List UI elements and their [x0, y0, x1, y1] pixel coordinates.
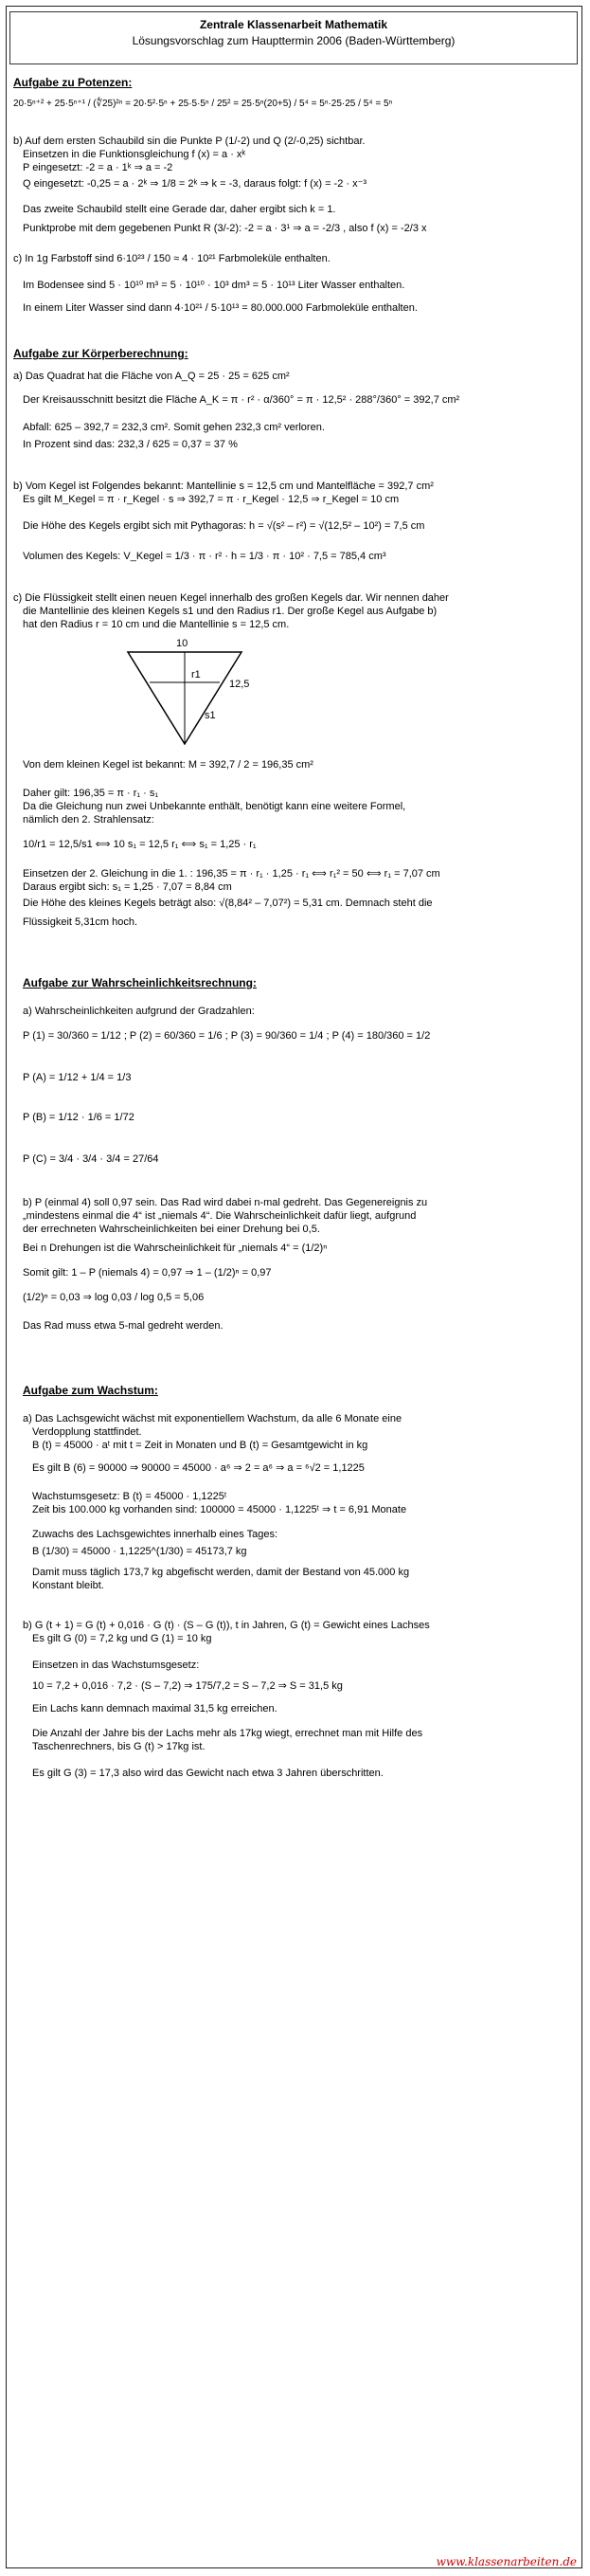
wahrscheinlichkeit-b-line3: der errechneten Wahrscheinlichkeiten bei einer Drehung bei 0,5.: [23, 1224, 320, 1235]
potenzen-b-line1: b) Auf dem ersten Schaubild sin die Punkte P (1/-2) und Q (2/-0,25) sichtbar.: [13, 136, 366, 147]
cone-figure: [123, 635, 256, 749]
koerper-c-line8: 10/r1 = 12,5/s1 ⟺ 10 s₁ = 12,5 r₁ ⟺ s₁ = 1,25 · r₁: [23, 839, 257, 850]
wahrscheinlichkeit-a-line2: P (1) = 30/360 = 1/12 ; P (2) = 60/360 = 1/6 ; P (3) = 90/360 = 1/4 ; P (4) = 180/360 = 1/2: [23, 1030, 431, 1042]
wachstum-a-line5: Wachstumsgesetz: B (t) = 45000 · 1,1225ᵗ: [32, 1491, 227, 1502]
section-title-potenzen: Aufgabe zu Potenzen:: [13, 76, 133, 89]
wachstum-b-line4: 10 = 7,2 + 0,016 · 7,2 · (S – 7,2) ⇒ 175/7,2 = S – 7,2 ⇒ S = 31,5 kg: [32, 1680, 343, 1692]
header-box: [9, 11, 578, 64]
page-frame: [6, 6, 582, 2568]
koerper-c-line2: die Mantellinie des kleinen Kegels s1 und den Radius r1. Der große Kegel aus Aufgabe b): [23, 606, 438, 617]
wachstum-b-line6: Die Anzahl der Jahre bis der Lachs mehr als 17kg wiegt, errechnet man mit Hilfe des: [32, 1728, 423, 1739]
koerper-c-line6: Da die Gleichung nun zwei Unbekannte enthält, benötigt kann eine weitere Formel,: [23, 801, 406, 812]
wachstum-a-line2: Verdopplung stattfindet.: [32, 1426, 142, 1438]
figure-label-r1: r1: [191, 669, 201, 680]
figure-label-side: 12,5: [229, 679, 250, 690]
page-subtitle: Lösungsvorschlag zum Haupttermin 2006 (Baden-Württemberg): [132, 34, 456, 47]
wachstum-a-line8: B (1/30) = 45000 · 1,1225^(1/30) = 45173,7 kg: [32, 1546, 247, 1557]
koerper-c-line12: Flüssigkeit 5,31cm hoch.: [23, 916, 138, 928]
wachstum-a-line4: Es gilt B (6) = 90000 ⇒ 90000 = 45000 · a⁶ ⇒ 2 = a⁶ ⇒ a = ⁶√2 = 1,1225: [32, 1462, 365, 1474]
potenzen-b-line6: Punktprobe mit dem gegebenen Punkt R (3/-2): -2 = a · 3¹ ⇒ a = -2/3 , also f (x) = -2/3 x: [23, 223, 427, 234]
koerper-c-line5: Daher gilt: 196,35 = π · r₁ · s₁: [23, 788, 159, 799]
potenzen-a-expression: 20·5ⁿ⁺² + 25·5ⁿ⁺¹ / (∜25)²ⁿ = 20·5²·5ⁿ + 25·5·5ⁿ / 25² = 25·5ⁿ(20+5) / 5⁴ = 5ⁿ·25·25 / 5⁴ = 5ⁿ: [13, 99, 393, 109]
wachstum-b-line7: Taschenrechners, bis G (t) > 17kg ist.: [32, 1741, 206, 1752]
koerper-a-line1: a) Das Quadrat hat die Fläche von A_Q = 25 · 25 = 625 cm²: [13, 371, 290, 382]
section-title-wahrscheinlichkeit: Aufgabe zur Wahrscheinlichkeitsrechnung:: [23, 976, 257, 989]
potenzen-c-line2: Im Bodensee sind 5 · 10¹⁰ m³ = 5 · 10¹⁰ · 10³ dm³ = 5 · 10¹³ Liter Wasser enthalten.: [23, 280, 405, 291]
probability-a: P (A) = 1/12 + 1/4 = 1/3: [23, 1072, 132, 1083]
koerper-c-line9: Einsetzen der 2. Gleichung in die 1. : 196,35 = π · r₁ · 1,25 · r₁ ⟺ r₁² = 50 ⟺ r₁ = 7,07 cm: [23, 868, 440, 880]
potenzen-b-line2: Einsetzen in die Funktionsgleichung f (x) = a · xᵏ: [23, 149, 246, 160]
wachstum-a-line3: B (t) = 45000 · aᵗ mit t = Zeit in Monaten und B (t) = Gesamtgewicht in kg: [32, 1440, 368, 1451]
koerper-b-line1: b) Vom Kegel ist Folgendes bekannt: Mantellinie s = 12,5 cm und Mantelfläche = 392,7 cm²: [13, 481, 434, 492]
wachstum-a-line7: Zuwachs des Lachsgewichtes innerhalb eines Tages:: [32, 1529, 278, 1540]
koerper-c-line1: c) Die Flüssigkeit stellt einen neuen Kegel innerhalb des großen Kegels dar. Wir nennen daher: [13, 592, 449, 604]
potenzen-b-line4: Q eingesetzt: -0,25 = a · 2ᵏ ⇒ 1/8 = 2ᵏ ⇒ k = -3, daraus folgt: f (x) = -2 · x⁻³: [23, 178, 367, 190]
wachstum-a-line9: Damit muss täglich 173,7 kg abgefischt werden, damit der Bestand von 45.000 kg: [32, 1567, 410, 1578]
koerper-a-line2: Der Kreisausschnitt besitzt die Fläche A_K = π · r² · α/360° = π · 12,5² · 288°/360° = 392,7 cm²: [23, 394, 460, 406]
wahrscheinlichkeit-b-line6: (1/2)ⁿ = 0,03 ⇒ log 0,03 / log 0,5 = 5,06: [23, 1292, 205, 1303]
section-title-koerper: Aufgabe zur Körperberechnung:: [13, 347, 188, 360]
figure-label-s1: s1: [205, 710, 216, 721]
wahrscheinlichkeit-b-line5: Somit gilt: 1 – P (niemals 4) = 0,97 ⇒ 1 – (1/2)ⁿ = 0,97: [23, 1267, 272, 1279]
wachstum-b-line5: Ein Lachs kann demnach maximal 31,5 kg erreichen.: [32, 1703, 277, 1714]
koerper-c-line7: nämlich den 2. Strahlensatz:: [23, 814, 154, 825]
wahrscheinlichkeit-b-line7: Das Rad muss etwa 5-mal gedreht werden.: [23, 1320, 223, 1332]
potenzen-b-line5: Das zweite Schaubild stellt eine Gerade dar, daher ergibt sich k = 1.: [23, 204, 336, 215]
page-title: Zentrale Klassenarbeit Mathematik: [199, 18, 388, 31]
wahrscheinlichkeit-b-line2: „mindestens einmal die 4“ ist „niemals 4“. Die Wahrscheinlichkeit dafür liegt, aufgrund: [23, 1210, 417, 1222]
figure-label-top: 10: [176, 638, 188, 649]
wachstum-a-line10: Konstant bleibt.: [32, 1580, 104, 1591]
wahrscheinlichkeit-b-line1: b) P (einmal 4) soll 0,97 sein. Das Rad wird dabei n-mal gedreht. Das Gegenereignis zu: [23, 1197, 428, 1208]
koerper-a-line4: In Prozent sind das: 232,3 / 625 = 0,37 = 37 %: [23, 439, 238, 450]
wachstum-a-line6: Zeit bis 100.000 kg vorhanden sind: 100000 = 45000 · 1,1225ᵗ ⇒ t = 6,91 Monate: [32, 1504, 407, 1515]
potenzen-b-line3: P eingesetzt: -2 = a · 1ᵏ ⇒ a = -2: [23, 162, 173, 173]
koerper-b-line2: Es gilt M_Kegel = π · r_Kegel · s ⇒ 392,7 = π · r_Kegel · 12,5 ⇒ r_Kegel = 10 cm: [23, 494, 400, 505]
wahrscheinlichkeit-b-line4: Bei n Drehungen ist die Wahrscheinlichkeit für „niemals 4“ = (1/2)ⁿ: [23, 1243, 328, 1254]
koerper-b-line3: Die Höhe des Kegels ergibt sich mit Pythagoras: h = √(s² – r²) = √(12,5² – 10²) = 7,5 cm: [23, 520, 425, 532]
wahrscheinlichkeit-a-line1: a) Wahrscheinlichkeiten aufgrund der Gradzahlen:: [23, 1006, 255, 1017]
koerper-c-line11: Die Höhe des kleines Kegels beträgt also: √(8,84² – 7,07²) = 5,31 cm. Demnach steht die: [23, 898, 433, 909]
probability-b: P (B) = 1/12 · 1/6 = 1/72: [23, 1112, 134, 1123]
footer-website-link[interactable]: www.klassenarbeiten.de: [436, 2555, 577, 2568]
potenzen-c-line1: c) In 1g Farbstoff sind 6·10²³ / 150 ≈ 4 · 10²¹ Farbmoleküle enthalten.: [13, 253, 331, 264]
wachstum-b-line1: b) G (t + 1) = G (t) + 0,016 · G (t) · (S – G (t)), t in Jahren, G (t) = Gewicht eines Lachses: [23, 1620, 430, 1631]
koerper-c-line10: Daraus ergibt sich: s₁ = 1,25 · 7,07 = 8,84 cm: [23, 881, 232, 893]
wachstum-b-line2: Es gilt G (0) = 7,2 kg und G (1) = 10 kg: [32, 1633, 212, 1644]
koerper-a-line3: Abfall: 625 – 392,7 = 232,3 cm². Somit gehen 232,3 cm² verloren.: [23, 422, 325, 433]
wachstum-b-line3: Einsetzen in das Wachstumsgesetz:: [32, 1660, 200, 1671]
koerper-b-line4: Volumen des Kegels: V_Kegel = 1/3 · π · r² · h = 1/3 · π · 10² · 7,5 = 785,4 cm³: [23, 551, 386, 562]
koerper-c-line3: hat den Radius r = 10 cm und die Mantellinie s = 12,5 cm.: [23, 619, 290, 630]
wachstum-a-line1: a) Das Lachsgewicht wächst mit exponentiellem Wachstum, da alle 6 Monate eine: [23, 1413, 402, 1424]
potenzen-c-line3: In einem Liter Wasser sind dann 4·10²¹ / 5·10¹³ = 80.000.000 Farbmoleküle enthalten.: [23, 302, 418, 314]
section-title-wachstum: Aufgabe zum Wachstum:: [23, 1384, 158, 1397]
koerper-c-line4: Von dem kleinen Kegel ist bekannt: M = 392,7 / 2 = 196,35 cm²: [23, 759, 313, 771]
wachstum-b-line8: Es gilt G (3) = 17,3 also wird das Gewicht nach etwa 3 Jahren überschritten.: [32, 1768, 384, 1779]
probability-c: P (C) = 3/4 · 3/4 · 3/4 = 27/64: [23, 1153, 159, 1165]
